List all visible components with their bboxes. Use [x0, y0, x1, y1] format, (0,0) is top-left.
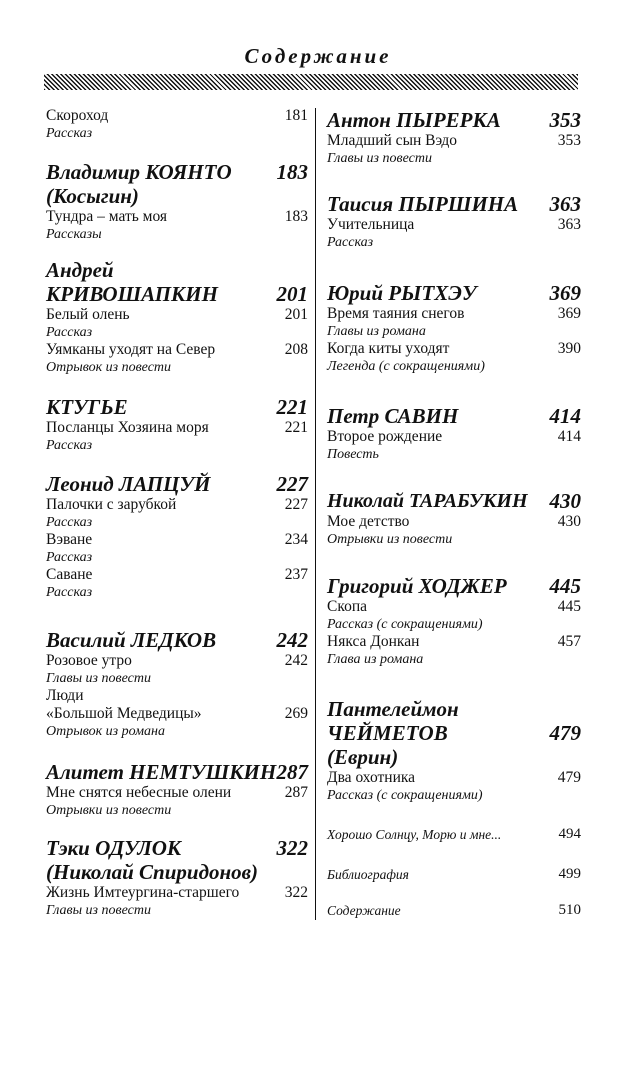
work-type: Рассказ [46, 126, 93, 141]
toc-entry-afterword[interactable] [327, 826, 581, 843]
section-title: Содержание [327, 903, 401, 918]
author-page-number: 221 [276, 395, 308, 419]
work-title: Вэване [46, 531, 93, 548]
author-page-number: 287 [276, 760, 308, 784]
author-page-number: 369 [549, 281, 581, 305]
author-name: Григорий ХОДЖЕР [327, 574, 507, 598]
toc-entry-contents[interactable] [327, 902, 581, 919]
work-title: Палочки с зарубкой [46, 496, 177, 513]
author-name-line2: ЧЕЙМЕТОВ [327, 721, 448, 745]
page-number: 390 [557, 340, 581, 357]
work-title: Скороход [46, 107, 109, 124]
author-page-number: 445 [549, 574, 581, 598]
author-name: Таисия ПЫРШИНА [327, 192, 519, 216]
work-type: Главы из повести [327, 151, 432, 166]
work-title-line2: «Большой Медведицы» [46, 705, 202, 722]
toc-author-savin[interactable] [327, 404, 581, 463]
decorative-border [44, 74, 578, 90]
toc-author-cheymetov[interactable] [327, 697, 581, 804]
author-page-number: 430 [549, 489, 581, 513]
page-number: 479 [557, 769, 581, 786]
page-title: Содержание [244, 44, 392, 68]
page-number: 208 [284, 341, 308, 358]
work-type: Рассказ (с сокращениями) [327, 788, 483, 803]
toc-entry-bibliography[interactable] [327, 866, 581, 883]
toc-author-rytkheu[interactable] [327, 281, 581, 375]
author-page-number: 353 [549, 108, 581, 132]
author-page-number: 479 [549, 721, 581, 745]
author-name: Юрий РЫТХЭУ [327, 281, 477, 305]
toc-author-laptsuy[interactable] [46, 472, 308, 601]
work-type: Главы из повести [46, 671, 151, 686]
toc-author-odulok[interactable] [46, 836, 308, 919]
page-number: 181 [284, 107, 308, 124]
toc-author-khodzher[interactable] [327, 574, 581, 668]
toc-author-nemtushkin[interactable] [46, 760, 308, 819]
page-number: 457 [557, 633, 581, 650]
work-title: Скопа [327, 598, 368, 615]
author-name: Василий ЛЕДКОВ [46, 628, 217, 652]
author-page-number: 322 [276, 836, 308, 860]
work-type: Главы из повести [46, 903, 151, 918]
toc-author-pyrshina[interactable] [327, 192, 581, 251]
work-title: Някса Донкан [327, 633, 420, 650]
work-title: Жизнь Имтеургина-старшего [46, 884, 240, 901]
work-title: Саване [46, 566, 93, 583]
work-type: Рассказ [46, 325, 93, 340]
work-title: Два охотника [327, 769, 416, 786]
author-name-line2: (Николай Спиридонов) [46, 860, 259, 884]
work-type: Рассказ [46, 550, 93, 565]
toc-author-tarabukin[interactable] [327, 489, 581, 548]
work-title: Розовое утро [46, 652, 132, 669]
author-name: Алитет НЕМТУШКИН [46, 760, 277, 784]
work-title: Второе рождение [327, 428, 443, 445]
author-page-number: 183 [276, 160, 308, 184]
author-name: КТУГЬЕ [46, 395, 128, 419]
author-page-number: 201 [276, 282, 308, 306]
work-title: Младший сын Вэдо [327, 132, 457, 149]
author-page-number: 414 [549, 404, 581, 428]
page-number: 414 [557, 428, 581, 445]
work-type: Рассказ [46, 438, 93, 453]
work-type: Рассказ [46, 515, 93, 530]
page-number: 353 [557, 132, 581, 149]
work-title: Когда киты уходят [327, 340, 450, 357]
author-name: Николай ТАРАБУКИН [327, 490, 528, 512]
work-type: Отрывки из повести [327, 532, 453, 547]
page-number: 445 [557, 598, 581, 615]
page-number: 201 [284, 306, 308, 323]
work-type: Рассказ (с сокращениями) [327, 617, 483, 632]
work-title: Белый олень [46, 306, 130, 323]
page-number: 287 [284, 784, 308, 801]
toc-author-ktugye[interactable] [46, 395, 308, 454]
author-page-number: 242 [276, 628, 308, 652]
work-type: Глава из романа [327, 652, 424, 667]
author-page-number: 227 [276, 472, 308, 496]
author-name: Петр САВИН [327, 404, 459, 428]
work-type: Повесть [327, 447, 379, 462]
work-type: Отрывок из романа [46, 724, 165, 739]
column-divider [315, 108, 316, 920]
work-title: Учительница [327, 216, 415, 233]
page-number: 183 [284, 208, 308, 225]
author-name-line2: КРИВОШАПКИН [46, 282, 218, 306]
page-number: 363 [557, 216, 581, 233]
toc-author-pyrerka[interactable] [327, 108, 581, 167]
author-name: Владимир КОЯНТО [46, 160, 232, 184]
toc-author-ledkov[interactable] [46, 628, 308, 740]
work-type: Отрывок из повести [46, 360, 172, 375]
author-name: Леонид ЛАПЦУЙ [46, 472, 211, 496]
page-number: 269 [284, 705, 308, 722]
author-page-number: 363 [549, 192, 581, 216]
page-number: 242 [284, 652, 308, 669]
work-title: Время таяния снегов [327, 305, 465, 322]
page-number: 494 [558, 826, 581, 842]
work-title: Уямканы уходят на Север [46, 341, 216, 358]
work-title: Тундра – мать моя [46, 208, 168, 225]
work-title: Люди [46, 687, 84, 704]
section-title: Хорошо Солнцу, Морю и мне... [327, 827, 502, 842]
author-name-line3: (Еврин) [327, 745, 399, 769]
author-name: Пантелеймон [327, 697, 459, 721]
page-number: 322 [284, 884, 308, 901]
page-number: 369 [557, 305, 581, 322]
author-name: Андрей [46, 258, 114, 282]
author-name-line2: (Косыгин) [46, 184, 139, 208]
page-number: 237 [284, 566, 308, 583]
author-name: Тэки ОДУЛОК [46, 836, 182, 860]
work-type: Рассказы [46, 227, 102, 242]
toc-entry-skorokhod[interactable] [46, 107, 308, 142]
work-title: Мне снятся небесные олени [46, 784, 232, 801]
work-type: Рассказ [46, 585, 93, 600]
work-type: Отрывки из повести [46, 803, 172, 818]
work-title: Мое детство [327, 513, 410, 530]
section-title: Библиография [327, 867, 409, 882]
author-name: Антон ПЫРЕРКА [327, 108, 501, 132]
page-number: 499 [558, 866, 581, 882]
page-number: 227 [284, 496, 308, 513]
page-number: 510 [558, 902, 581, 918]
work-type: Рассказ [327, 235, 374, 250]
page-number: 221 [284, 419, 308, 436]
toc-author-krivoshapkin[interactable] [46, 258, 308, 376]
work-title: Посланцы Хозяина моря [46, 419, 209, 436]
work-type: Главы из романа [327, 324, 426, 339]
page-number: 430 [557, 513, 581, 530]
page-number: 234 [284, 531, 308, 548]
toc-author-koyanto[interactable] [46, 160, 308, 243]
work-type: Легенда (с сокращениями) [327, 359, 485, 374]
